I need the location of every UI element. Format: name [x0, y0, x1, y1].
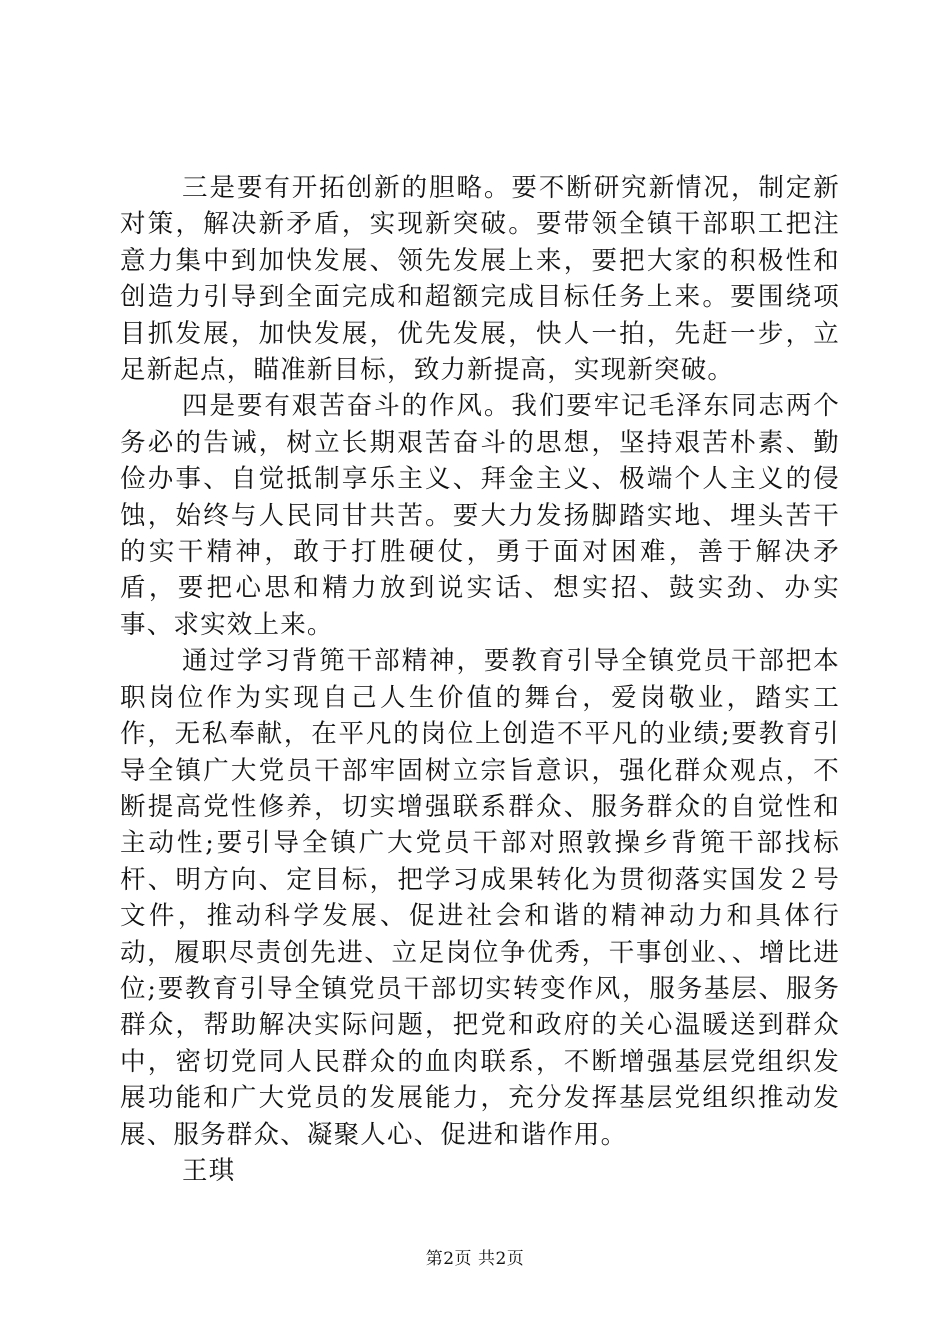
page-footer: 第2页 共2页 — [425, 1249, 525, 1269]
paragraph-hard-work: 四是要有艰苦奋斗的作风。我们要牢记毛泽东同志两个务必的告诫，树立长期艰苦奋斗的思想，坚持艰苦朴素、勤俭办事、自觉抵制享乐主义、拜金主义、极端个人主义的侵蚀，始终与人民同甘共苦。要大力发扬脚踏实地、埋头苦干的实干精神，敢于打胜硬仗，勇于面对困难，善于解决矛盾，要把心思和精力放到说实话、想实招、鼓实劲、办实事、求实效上来。 — [120, 391, 840, 640]
paragraph-innovation: 三是要有开拓创新的胆略。要不断研究新情况，制定新对策，解决新矛盾，实现新突破。要带领全镇干部职工把注意力集中到加快发展、领先发展上来，要把大家的积极性和创造力引导到全面完成和超额完成目标任务上来。要围绕项目抓发展，加快发展，优先发展，快人一拍，先赶一步，立足新起点，瞄准新目标，致力新提高，实现新突破。 — [120, 173, 840, 386]
document-body — [120, 170, 840, 1189]
author-signature: 王琪 — [182, 1155, 236, 1186]
paragraph-study-spirit: 通过学习背篼干部精神，要教育引导全镇党员干部把本职岗位作为实现自己人生价值的舞台，爱岗敬业，踏实工作，无私奉献，在平凡的岗位上创造不平凡的业绩;要教育引导全镇广大党员干部牢固树立宗旨意识，强化群众观点，不断提高党性修养，切实增强联系群众、服务群众的自觉性和主动性;要引导全镇广大党员干部对照敦操乡背篼干部找标杆、明方向、定目标，把学习成果转化为贯彻落实国发２号文件，推动科学发展、促进社会和谐的精神动力和具体行动，履职尽责创先进、立足岗位争优秀，干事创业、、增比进位;要教育引导全镇党员干部切实转变作风，服务基层、服务群众，帮助解决实际问题，把党和政府的关心温暖送到群众中，密切党同人民群众的血肉联系，不断增强基层党组织发展功能和广大党员的发展能力，充分发挥基层党组织推动发展、服务群众、凝聚人心、促进和谐作用。 — [120, 646, 840, 1150]
